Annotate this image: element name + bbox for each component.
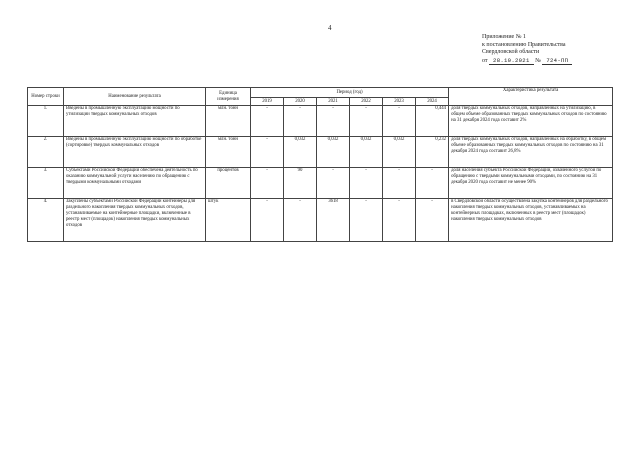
- header-year: 2021: [317, 98, 350, 106]
- number-label: №: [535, 57, 541, 64]
- value-cell: -: [350, 168, 383, 199]
- unit-cell: млн. тонн: [206, 137, 251, 168]
- header-year: 2022: [350, 98, 383, 106]
- table-row: [28, 199, 613, 242]
- results-table: [27, 87, 613, 242]
- result-name: Введены в промышленную эксплуатацию мощности по утилизации твердых коммунальных отходов: [64, 106, 206, 137]
- decree-date: 28.10.2021: [489, 57, 534, 65]
- value-cell: 3618: [317, 199, 350, 242]
- header-unit: Единица измерения: [206, 88, 251, 106]
- decree-number: 724-ПП: [542, 57, 572, 65]
- value-cell: -: [251, 106, 284, 137]
- appendix-date-line: [482, 57, 572, 66]
- value-cell: -: [350, 106, 383, 137]
- from-label: от: [482, 57, 488, 64]
- value-cell: -: [416, 168, 449, 199]
- value-cell: 0,232: [416, 137, 449, 168]
- value-cell: -: [251, 168, 284, 199]
- characteristic-cell: в Свердловской области осуществлена закупка контейнеров для раздельного накопления твердых коммунальных отходов, устанавливаемых на контейнерных площадках, включенных в реестр мест (площадок) накопления твердых коммунальных отходов: [449, 199, 613, 242]
- value-cell: -: [383, 168, 416, 199]
- value-cell: -: [350, 199, 383, 242]
- appendix-line-3: Свердловской области: [482, 49, 540, 56]
- characteristic-cell: доля населения субъекта Российской Федерации, охваченного услугой по обращению с твердыми коммунальными отходами, по состоянию на 31 декабря 2020 года составит не менее 90%: [449, 168, 613, 199]
- row-number: 1.: [28, 106, 64, 137]
- value-cell: 0,032: [383, 137, 416, 168]
- value-cell: -: [317, 168, 350, 199]
- table-row: [28, 168, 613, 199]
- row-number: 3.: [28, 168, 64, 199]
- value-cell: -: [284, 106, 317, 137]
- appendix-title: Приложение № 1: [482, 34, 526, 40]
- value-cell: -: [383, 199, 416, 242]
- header-year: 2023: [383, 98, 416, 106]
- value-cell: 0,032: [317, 137, 350, 168]
- header-year: 2020: [284, 98, 317, 106]
- appendix-header: [482, 34, 572, 65]
- result-name: Закуплены субъектами Российской Федерации контейнеры для раздельного накопления твердых коммунальных отходов, устанавливаемые на контейнерные площадки, включенные в реестр мест (площадок) накопления твердых коммунальных отходов: [64, 199, 206, 242]
- characteristic-cell: доля твердых коммунальных отходов, направленных на утилизацию, в общем объеме образованных твердых коммунальных отходов по состоянию на 31 декабря 2024 года составит 2%: [449, 106, 613, 137]
- value-cell: -: [251, 199, 284, 242]
- page-number: 4: [328, 24, 332, 32]
- header-result-name: Наименование результата: [64, 88, 206, 106]
- value-cell: 0,032: [284, 137, 317, 168]
- result-name: Введены в промышленную эксплуатацию мощности по обработке (сортировке) твердых коммунальных отходов: [64, 137, 206, 168]
- table-row: [28, 106, 613, 137]
- value-cell: -: [383, 106, 416, 137]
- unit-cell: млн. тонн: [206, 106, 251, 137]
- header-characteristic: Характеристика результата: [449, 88, 613, 106]
- characteristic-cell: доля твердых коммунальных отходов, направленных на обработку, в общем объеме образованных твердых коммунальных отходов по состоянию на 31 декабря 2024 года составит 26,8%: [449, 137, 613, 168]
- value-cell: 90: [284, 168, 317, 199]
- table-row: [28, 137, 613, 168]
- unit-cell: штук: [206, 199, 251, 242]
- unit-cell: процентов: [206, 168, 251, 199]
- result-name: Субъектами Российской Федерации обеспечена деятельность по оказанию коммунальной услуги населению по обращению с твердыми коммунальными отходами: [64, 168, 206, 199]
- header-period: Период (год): [251, 88, 449, 98]
- value-cell: 0,444: [416, 106, 449, 137]
- value-cell: -: [416, 199, 449, 242]
- header-year: 2024: [416, 98, 449, 106]
- header-year: 2019: [251, 98, 284, 106]
- row-number: 2.: [28, 137, 64, 168]
- appendix-line-2: к постановлению Правительства: [482, 41, 566, 48]
- header-row-number: Номер строки: [28, 88, 64, 106]
- value-cell: -: [317, 106, 350, 137]
- row-number: 4.: [28, 199, 64, 242]
- value-cell: 0,032: [350, 137, 383, 168]
- value-cell: -: [284, 199, 317, 242]
- value-cell: -: [251, 137, 284, 168]
